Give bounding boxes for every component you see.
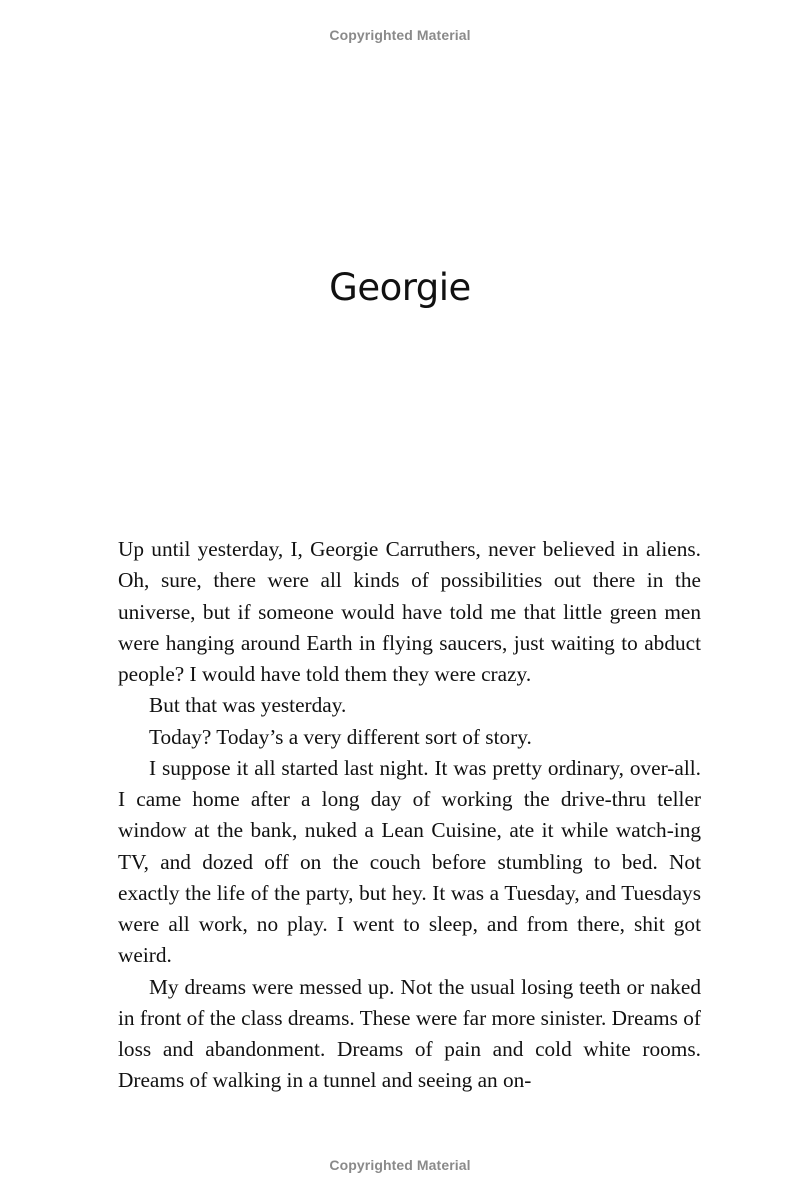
copyright-watermark-bottom: Copyrighted Material [329,1157,471,1173]
paragraph: My dreams were messed up. Not the usual losing teeth or naked in front of the class dreams. These were far more sinister. Dreams of loss and abandonment. Dreams of pain and cold white rooms. Dreams of walking in a tunnel and seeing an on- [118,974,701,1093]
paragraph: Today? Today’s a very different sort of story. [149,724,532,749]
paragraph: But that was yesterday. [149,693,347,718]
paragraph: Up until yesterday, I, Georgie Carruthers, never believed in aliens. Oh, sure, there were all kinds of possibilities out there in the universe, but if someone would have told me that little green men were hanging around Earth in flying saucers, just waiting to abduct people? I would have told them they were crazy. [118,537,701,686]
chapter-title: Georgie [329,266,471,309]
paragraph: I suppose it all started last night. It was pretty ordinary, over-all. I came home after a long day of working the drive-thru teller window at the bank, nuked a Lean Cuisine, ate it while watch-ing TV, and dozed off on the couch before stumbling to bed. Not exactly the life of the party, but hey. It was a Tuesday, and Tuesdays were all work, no play. I went to sleep, and from there, shit got weird. [118,755,701,968]
copyright-watermark-top: Copyrighted Material [329,27,471,43]
chapter-body [118,534,701,1097]
